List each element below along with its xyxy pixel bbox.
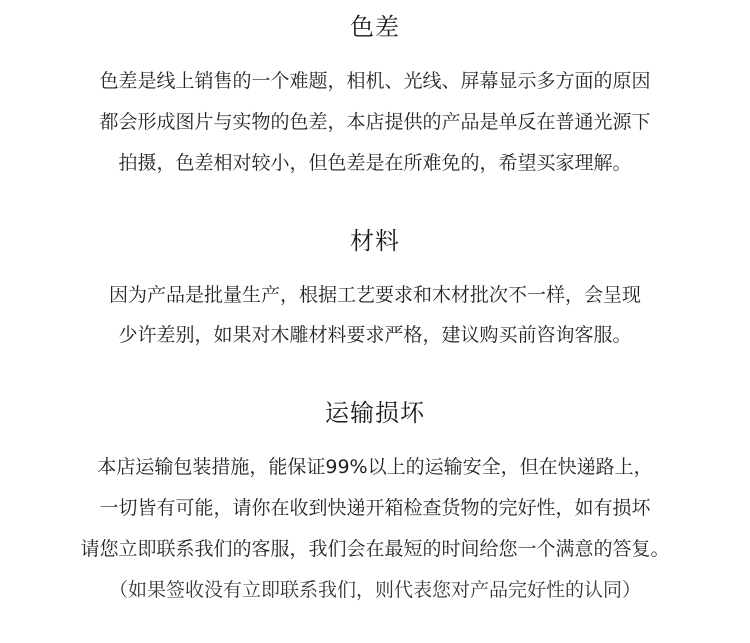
paragraph-line: 请您立即联系我们的客服，我们会在最短的时间给您一个满意的答复。 [80,538,670,560]
paragraph-line: 都会形成图片与实物的色差，本店提供的产品是单反在普通光源下 [99,111,651,133]
paragraph-line: 拍摄，色差相对较小，但色差是在所难免的，希望买家理解。 [118,152,632,174]
paragraph-line: 少许差别，如果对木雕材料要求严格，建议购买前咨询客服。 [118,324,632,346]
paragraph-line: 因为产品是批量生产，根据工艺要求和木材批次不一样，会呈现 [108,284,641,306]
paragraph-note: （如果签收没有立即联系我们，则代表您对产品完好性的认同） [108,579,641,601]
paragraph-line: 本店运输包装措施，能保证99%以上的运输安全，但在快递路上， [97,456,653,478]
section-title-shipping-damage: 运输损坏 [325,399,425,427]
paragraph-line: 色差是线上销售的一个难题，相机、光线、屏幕显示多方面的原因 [99,70,651,92]
section-title-color-difference: 色差 [350,13,400,41]
section-title-material: 材料 [350,227,400,255]
paragraph-line: 一切皆有可能，请你在收到快递开箱检查货物的完好性，如有损坏 [99,497,651,519]
